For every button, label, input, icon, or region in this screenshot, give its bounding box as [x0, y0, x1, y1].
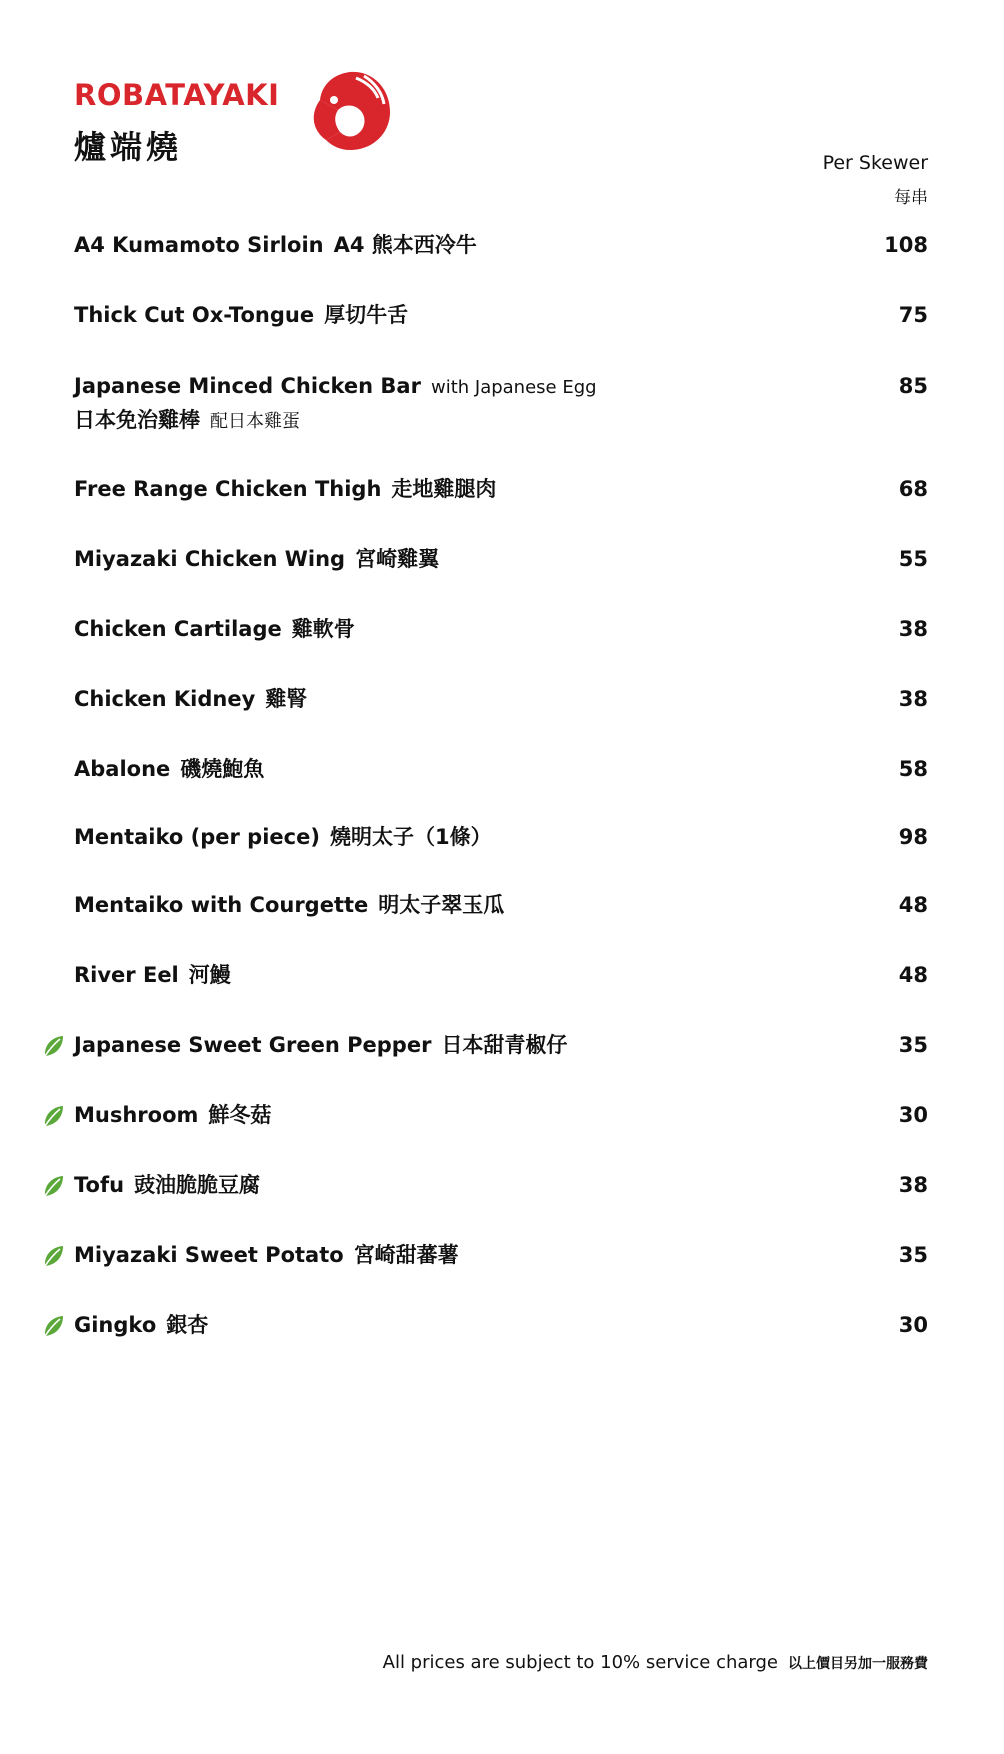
item-name-zh: 日本甜青椒仔 [441, 1033, 568, 1057]
item-price: 35 [898, 1243, 928, 1267]
item-price: 48 [898, 963, 928, 987]
item-price: 38 [898, 617, 928, 641]
item-name [74, 824, 492, 850]
item-name-zh: 宮崎雞翼 [355, 547, 440, 571]
item-name-zh: 走地雞腿肉 [391, 477, 497, 501]
item-name-en: Japanese Minced Chicken Bar [74, 374, 421, 398]
item-name-en: Chicken Kidney [74, 687, 256, 711]
item-name-zh: 雞腎 [265, 687, 308, 711]
item-name-zh: 宮崎甜蕃薯 [353, 1243, 459, 1267]
item-name-zh: 豉油脆脆豆腐 [134, 1173, 261, 1197]
item-name-zh: 日本免治雞棒 [74, 408, 200, 432]
item-name-zh: 厚切牛舌 [324, 303, 409, 327]
item-price: 30 [898, 1103, 928, 1127]
item-note-en: with Japanese Egg [430, 377, 597, 398]
per-skewer-label-zh: 每串 [894, 188, 928, 208]
leaf-icon [41, 1034, 65, 1058]
item-name-en: Mushroom [74, 1103, 199, 1127]
item-name-en: Miyazaki Sweet Potato [74, 1243, 344, 1267]
item-price: 58 [898, 757, 928, 781]
leaf-icon [41, 1174, 65, 1198]
item-name-en: Miyazaki Chicken Wing [74, 547, 346, 571]
item-name [74, 373, 597, 401]
item-price: 85 [898, 374, 928, 398]
shrimp-logo-icon [310, 66, 394, 154]
item-name [74, 302, 408, 328]
item-name-en: Abalone [74, 757, 171, 781]
item-name [74, 1032, 567, 1058]
item-name-en: Tofu [74, 1173, 125, 1197]
item-price: 75 [898, 303, 928, 327]
brand-name-zh: 爐端燒 [74, 128, 183, 166]
item-name [74, 1312, 208, 1338]
item-name [74, 1172, 260, 1198]
item-name-zh: 雞軟骨 [291, 617, 355, 641]
item-name [74, 1102, 271, 1128]
item-name-en: A4 Kumamoto Sirloin [74, 233, 324, 257]
item-price: 68 [898, 477, 928, 501]
item-price: 48 [898, 893, 928, 917]
item-name [74, 962, 231, 988]
item-name-en: Free Range Chicken Thigh [74, 477, 382, 501]
item-name [74, 546, 439, 572]
item-price: 38 [898, 687, 928, 711]
item-price: 30 [898, 1313, 928, 1337]
item-name [74, 756, 264, 782]
item-name-en: Thick Cut Ox-Tongue [74, 303, 315, 327]
item-name [74, 686, 307, 712]
item-price: 55 [898, 547, 928, 571]
service-charge-note [383, 1652, 928, 1673]
item-name-zh-line [74, 407, 300, 435]
item-price: 98 [898, 825, 928, 849]
item-name-en: Gingko [74, 1313, 157, 1337]
item-name-zh: A4 熊本西冷牛 [333, 233, 477, 257]
item-price: 108 [884, 233, 928, 257]
item-price: 38 [898, 1173, 928, 1197]
item-name-en: Chicken Cartilage [74, 617, 282, 641]
item-name-zh: 燒明太子（1條） [329, 825, 492, 849]
item-name-en: Mentaiko (per piece) [74, 825, 320, 849]
brand-name-en: ROBATAYAKI [74, 78, 280, 112]
item-name [74, 1242, 459, 1268]
item-name-zh: 明太子翠玉瓜 [378, 893, 505, 917]
item-name-zh: 銀杏 [166, 1313, 209, 1337]
item-name-zh: 河鰻 [188, 963, 231, 987]
item-name-en: River Eel [74, 963, 179, 987]
item-name-zh: 磯燒鮑魚 [180, 757, 265, 781]
service-charge-note-en: All prices are subject to 10% service charge [382, 1652, 778, 1673]
item-name [74, 616, 355, 642]
item-note-zh: 配日本雞蛋 [210, 411, 300, 432]
item-name [74, 232, 477, 258]
item-name [74, 892, 504, 918]
leaf-icon [41, 1244, 65, 1268]
leaf-icon [41, 1104, 65, 1128]
item-name-en: Japanese Sweet Green Pepper [74, 1033, 432, 1057]
item-name-en: Mentaiko with Courgette [74, 893, 369, 917]
service-charge-note-zh: 以上價目另加一服務費 [788, 1656, 928, 1672]
item-name [74, 476, 496, 502]
per-skewer-label: Per Skewer [822, 152, 928, 174]
item-name-zh: 鮮冬菇 [208, 1103, 272, 1127]
item-price: 35 [898, 1033, 928, 1057]
leaf-icon [41, 1314, 65, 1338]
